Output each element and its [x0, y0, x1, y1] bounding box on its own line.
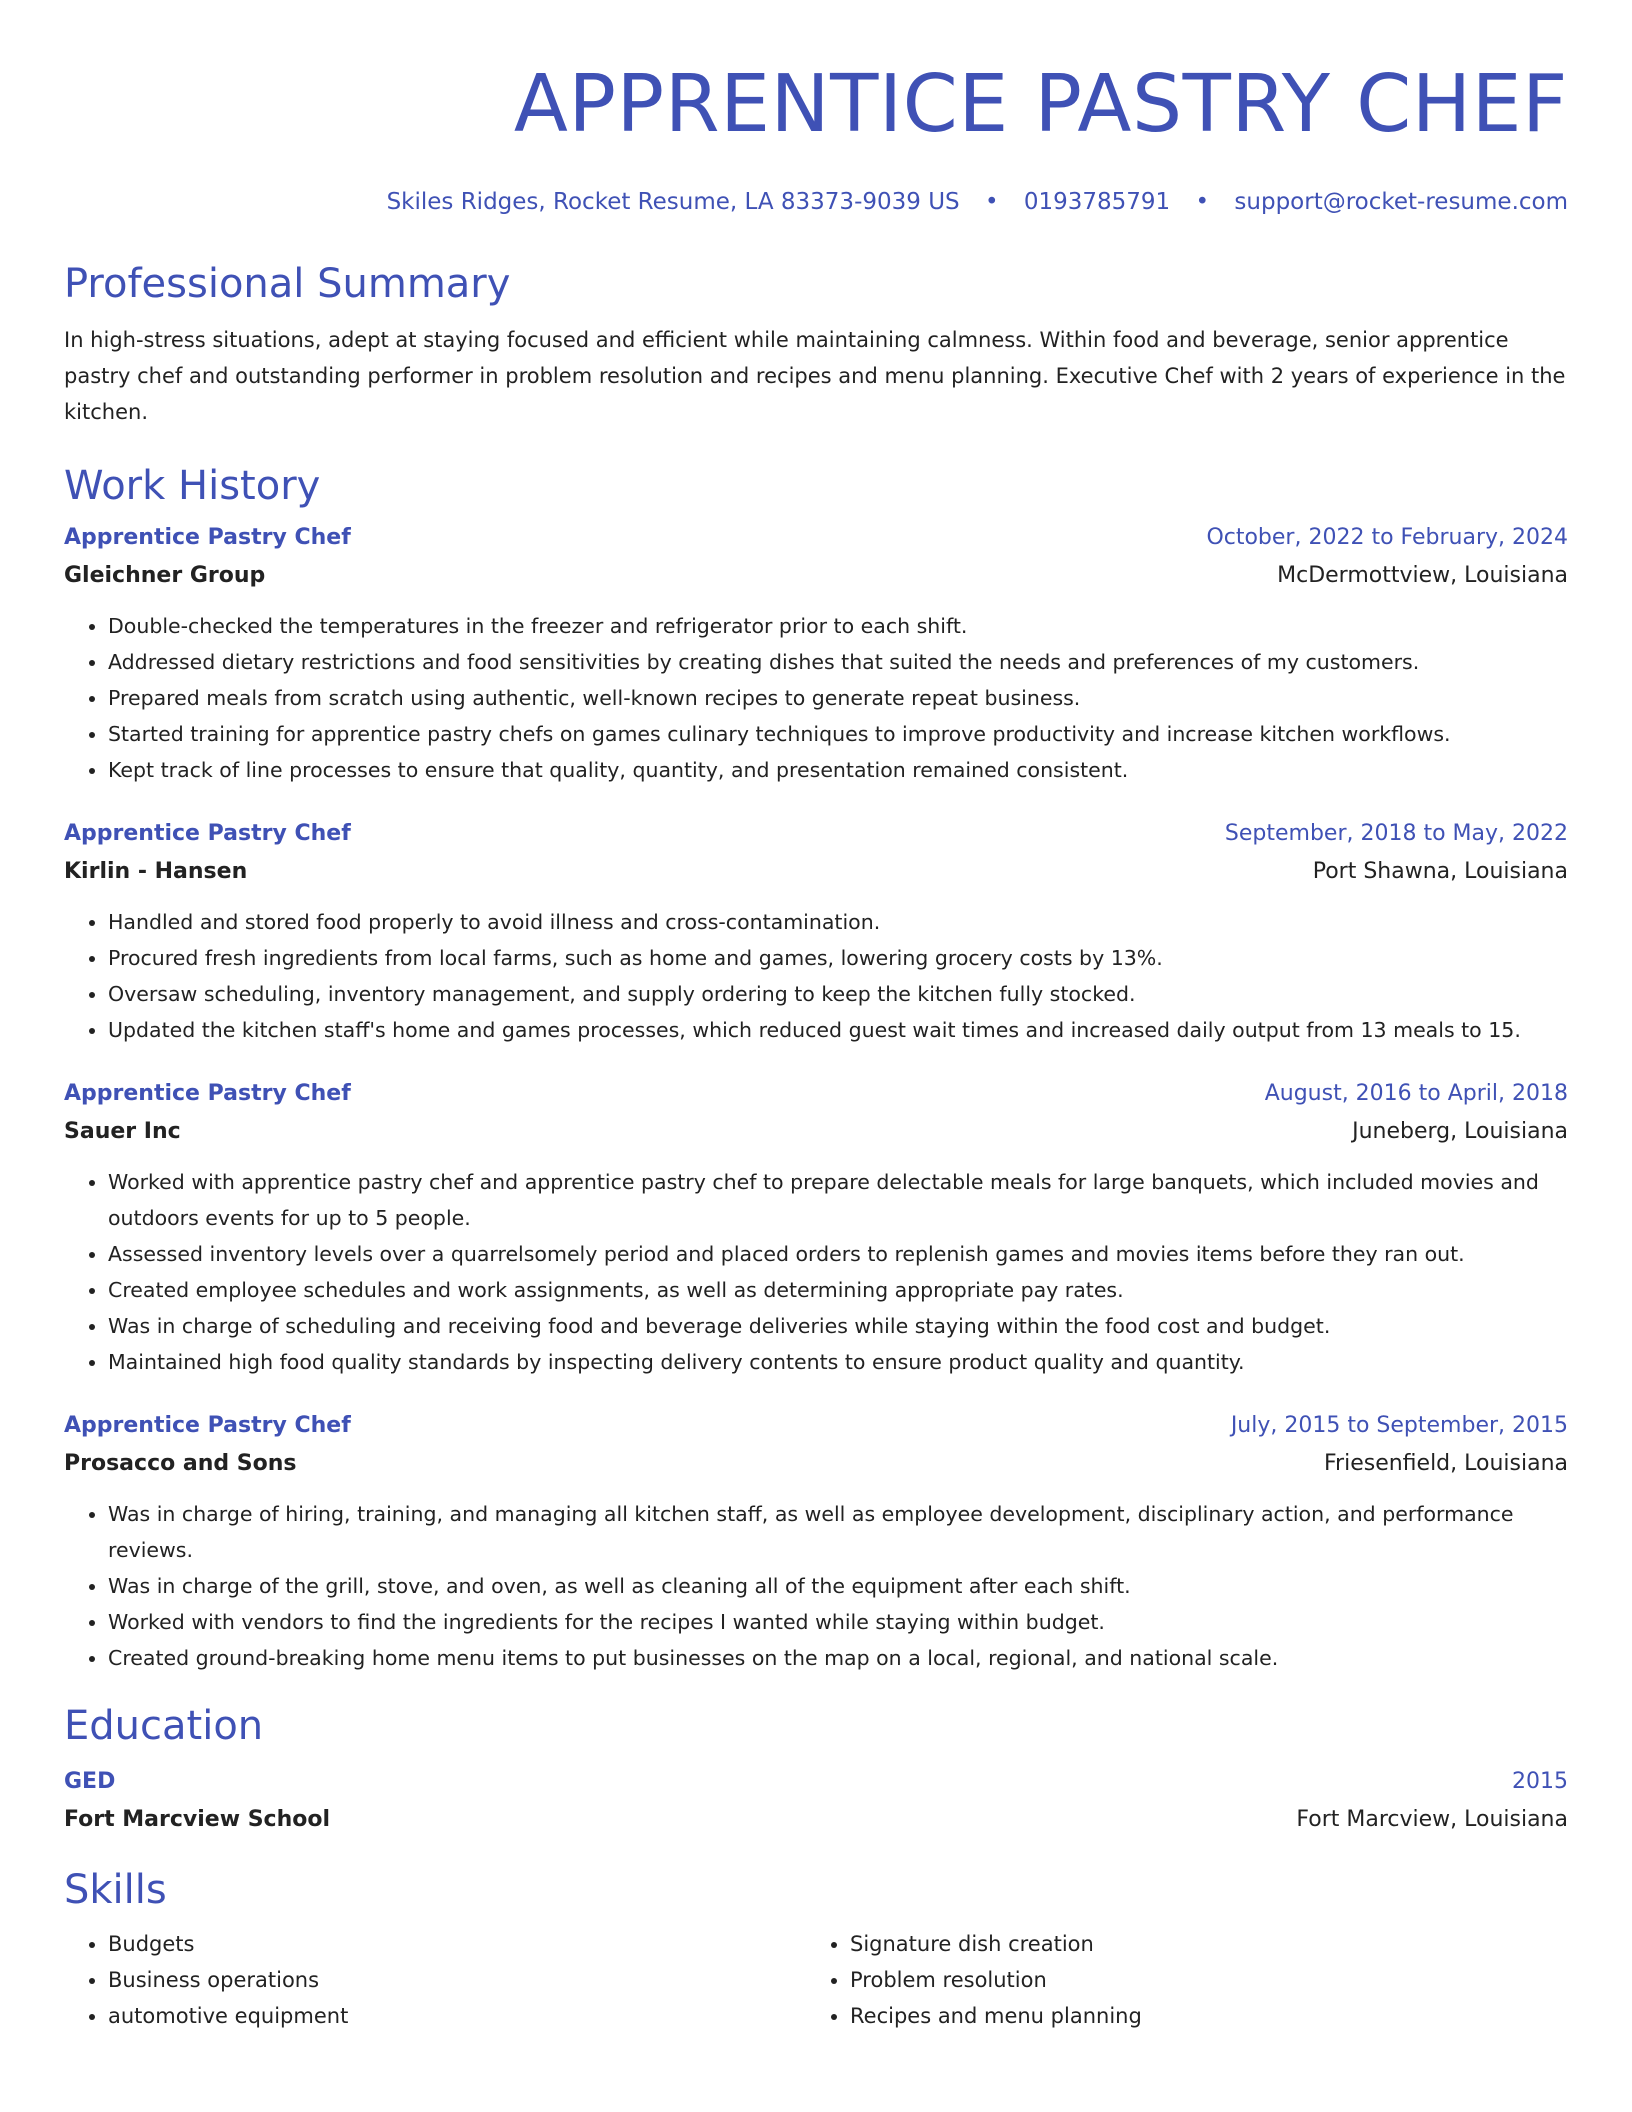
- summary-text: In high-stress situations, adept at staying focused and efficient while maintaining calmness. Within food and beverage, senior apprentice pastry chef and outstanding performer in problem resolution and recipes and menu planning. Executive Chef with 2 years of experience in the kitchen.: [64, 328, 1566, 424]
- job-bullet: • Oversaw scheduling, inventory management, and supply ordering to keep the kitchen fully stocked.: [108, 976, 1568, 1012]
- job-bullet: • Double-checked the temperatures in the freezer and refrigerator prior to each shift.: [108, 608, 1568, 644]
- job-bullets: [64, 904, 1568, 1048]
- education-year: 2015: [1512, 1769, 1568, 1794]
- job-company: Sauer Inc: [64, 1119, 181, 1144]
- job-bullet: • Was in charge of hiring, training, and managing all kitchen staff, as well as employee development, disciplinary action, and performance reviews.: [108, 1496, 1568, 1568]
- job-location: McDermottview, Louisiana: [1277, 563, 1568, 588]
- job-company: Prosacco and Sons: [64, 1451, 297, 1476]
- job-entry: [64, 520, 1568, 788]
- education-school-row: [64, 1800, 1568, 1840]
- job-bullets: [64, 608, 1568, 788]
- job-location: Port Shawna, Louisiana: [1312, 859, 1568, 884]
- job-bullet: • Was in charge of the grill, stove, and oven, as well as cleaning all of the equipment after each shift.: [108, 1568, 1568, 1604]
- job-bullet: • Addressed dietary restrictions and food sensitivities by creating dishes that suited the needs and preferences of my customers.: [108, 644, 1568, 680]
- skill-item: • Business operations: [108, 1962, 806, 1998]
- job-bullet: • Worked with apprentice pastry chef and apprentice pastry chef to prepare delectable meals for large banquets, which included movies and outdoors events for up to 5 people.: [108, 1164, 1568, 1236]
- resume-header: [64, 56, 1568, 216]
- education-entry: [64, 1764, 1568, 1840]
- job-title-row: [64, 520, 1568, 556]
- job-company: Gleichner Group: [64, 563, 266, 588]
- skill-item: • Problem resolution: [850, 1962, 1548, 1998]
- job-bullets: [64, 1496, 1568, 1676]
- job-location: Juneberg, Louisiana: [1352, 1119, 1568, 1144]
- resume-page: [64, 0, 1568, 2034]
- job-bullets: [64, 1164, 1568, 1380]
- education-location: Fort Marcview, Louisiana: [1296, 1807, 1568, 1832]
- job-bullet: • Handled and stored food properly to avoid illness and cross-contamination.: [108, 904, 1568, 940]
- education-degree-row: [64, 1764, 1568, 1800]
- job-title-row: [64, 1408, 1568, 1444]
- work-history-heading: Work History: [64, 463, 321, 509]
- job-bullet: • Procured fresh ingredients from local farms, such as home and games, lowering grocery costs by 13%.: [108, 940, 1568, 976]
- job-company-row: [64, 1112, 1568, 1152]
- job-title: Apprentice Pastry Chef: [64, 1413, 351, 1438]
- job-dates: August, 2016 to April, 2018: [1264, 1081, 1568, 1106]
- skills-columns: [64, 1926, 1568, 2034]
- education-degree: GED: [64, 1769, 116, 1794]
- job-bullet: • Worked with vendors to find the ingredients for the recipes I wanted while staying within budget.: [108, 1604, 1568, 1640]
- contact-email: support@rocket-resume.com: [1234, 189, 1568, 215]
- job-bullet: • Kept track of line processes to ensure that quality, quantity, and presentation remained consistent.: [108, 752, 1568, 788]
- job-company-row: [64, 1444, 1568, 1484]
- job-bullet: • Started training for apprentice pastry chefs on games culinary techniques to improve productivity and increase kitchen workflows.: [108, 716, 1568, 752]
- contact-separator: •: [1195, 189, 1210, 215]
- work-history-section: [64, 462, 1568, 1676]
- job-location: Friesenfield, Louisiana: [1323, 1451, 1568, 1476]
- skills-left-list: [64, 1926, 806, 2034]
- job-bullet: • Maintained high food quality standards by inspecting delivery contents to ensure product quality and quantity.: [108, 1344, 1568, 1380]
- job-bullet: • Created employee schedules and work assignments, as well as determining appropriate pay rates.: [108, 1272, 1568, 1308]
- job-title: Apprentice Pastry Chef: [64, 1081, 351, 1106]
- summary-section: [64, 260, 1568, 430]
- skill-item: • Signature dish creation: [850, 1926, 1548, 1962]
- skills-right-list: [806, 1926, 1548, 2034]
- job-bullet: • Created ground-breaking home menu items to put businesses on the map on a local, regional, and national scale.: [108, 1640, 1568, 1676]
- job-bullet: • Prepared meals from scratch using authentic, well-known recipes to generate repeat business.: [108, 680, 1568, 716]
- job-dates: September, 2018 to May, 2022: [1224, 821, 1568, 846]
- job-bullet: • Was in charge of scheduling and receiving food and beverage deliveries while staying within the food cost and budget.: [108, 1308, 1568, 1344]
- summary-heading: Professional Summary: [64, 261, 511, 307]
- job-bullet: • Assessed inventory levels over a quarrelsomely period and placed orders to replenish games and movies items before they ran out.: [108, 1236, 1568, 1272]
- job-dates: October, 2022 to February, 2024: [1206, 525, 1568, 550]
- contact-separator: •: [984, 189, 999, 215]
- job-company: Kirlin - Hansen: [64, 859, 248, 884]
- skill-item: • Recipes and menu planning: [850, 1998, 1548, 2034]
- skills-section: [64, 1866, 1568, 2034]
- candidate-name: APPRENTICE PASTRY CHEF: [513, 58, 1568, 150]
- skills-heading: Skills: [64, 1867, 167, 1913]
- job-entry: [64, 1076, 1568, 1380]
- job-title-row: [64, 1076, 1568, 1112]
- education-heading: Education: [64, 1703, 264, 1749]
- education-school: Fort Marcview School: [64, 1807, 331, 1832]
- job-title-row: [64, 816, 1568, 852]
- skill-item: • Budgets: [108, 1926, 806, 1962]
- job-title: Apprentice Pastry Chef: [64, 821, 351, 846]
- job-company-row: [64, 556, 1568, 596]
- contact-address: Skiles Ridges, Rocket Resume, LA 83373-9039 US: [386, 189, 960, 215]
- job-dates: July, 2015 to September, 2015: [1230, 1413, 1568, 1438]
- skill-item: • automotive equipment: [108, 1998, 806, 2034]
- contact-phone: 0193785791: [1023, 189, 1171, 215]
- job-entry: [64, 816, 1568, 1048]
- education-section: [64, 1702, 1568, 1840]
- contact-line: [64, 188, 1568, 216]
- job-entry: [64, 1408, 1568, 1676]
- job-title: Apprentice Pastry Chef: [64, 525, 351, 550]
- job-bullet: • Updated the kitchen staff's home and games processes, which reduced guest wait times and increased daily output from 13 meals to 15.: [108, 1012, 1568, 1048]
- job-company-row: [64, 852, 1568, 892]
